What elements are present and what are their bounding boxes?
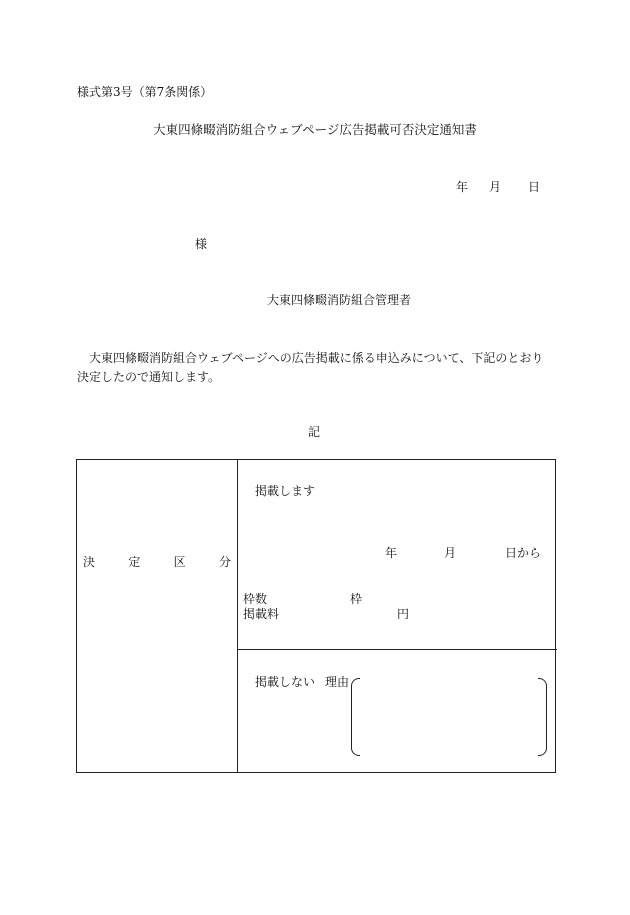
date-month: 月	[489, 180, 502, 194]
ki-heading: 記	[308, 425, 321, 439]
fee-label: 掲載料	[243, 607, 280, 621]
publish-start-month: 月	[444, 546, 457, 560]
addressee-suffix: 様	[195, 237, 208, 251]
reason-bracket-left	[351, 678, 360, 756]
form-number: 様式第3号（第7条関係）	[77, 85, 213, 99]
issuer-name: 大東四條畷消防組合管理者	[267, 293, 412, 307]
no-publish-option-label: 掲載しない	[255, 675, 316, 689]
category-char: 定	[128, 555, 141, 569]
fee-unit: 円	[397, 607, 410, 621]
slots-unit: 枠	[350, 592, 363, 606]
publish-start-year: 年	[385, 546, 398, 560]
reason-bracket-right	[538, 678, 547, 756]
decision-table	[76, 459, 556, 773]
category-char: 決	[83, 555, 96, 569]
date-day: 日	[528, 180, 541, 194]
table-divider-vertical	[237, 460, 238, 772]
reason-label: 理由	[325, 675, 350, 689]
decision-category-label	[83, 555, 231, 569]
slots-label: 枠数	[243, 592, 268, 606]
publish-option-label: 掲載します	[255, 484, 316, 498]
document-title: 大東四條畷消防組合ウェブページ広告掲載可否決定通知書	[153, 122, 477, 137]
date-year: 年	[456, 180, 469, 194]
category-char: 区	[173, 555, 186, 569]
body-text: 大東四條畷消防組合ウェブページへの広告掲載に係る申込みについて、下記のとおり決定したので通知します。	[77, 351, 544, 384]
table-divider-horizontal	[237, 649, 557, 650]
category-char: 分	[218, 555, 231, 569]
publish-start-day-from: 日から	[505, 546, 542, 560]
